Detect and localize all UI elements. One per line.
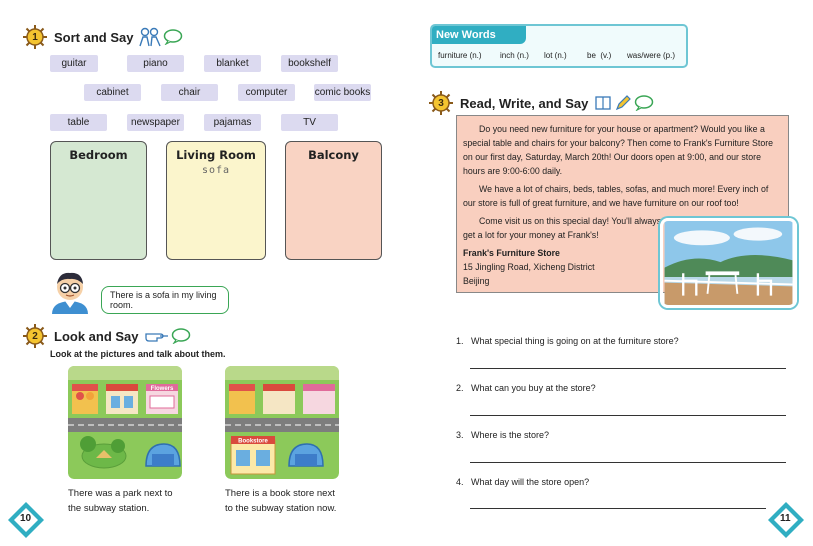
- word-chip: comic books: [314, 84, 371, 101]
- new-word: was/were (p.): [627, 51, 676, 60]
- flowers-sign: Flowers: [150, 386, 174, 392]
- ship-wheel-icon: [22, 323, 48, 349]
- question-text: What can you buy at the store?: [471, 383, 596, 393]
- section2-instruction: Look at the pictures and talk about them.: [50, 349, 226, 359]
- word-chip: chair: [161, 84, 218, 101]
- pencil-icon: [614, 94, 632, 112]
- room-title: Living Room: [176, 148, 256, 162]
- word-chip: piano: [127, 55, 184, 72]
- new-word: lot (n.): [544, 51, 567, 60]
- passage-paragraph-2: We have a lot of chairs, beds, tables, sofas, and much more! Every inch of our store is full of great furniture, and we have furniture on our roof too!: [463, 184, 769, 208]
- section2-header: [22, 323, 191, 349]
- new-words-box: [430, 24, 688, 68]
- question-text: Where is the store?: [471, 430, 550, 440]
- section3-header: [428, 90, 654, 116]
- picture-park-before: [68, 366, 182, 479]
- room-title: Bedroom: [69, 148, 128, 162]
- room-title: Balcony: [308, 148, 359, 162]
- caption-line: to the subway station now.: [225, 503, 337, 514]
- speech-bubble-icon: [634, 95, 654, 111]
- word-chip: cabinet: [84, 84, 141, 101]
- answer-line-3[interactable]: [470, 462, 786, 463]
- page-number-text: 10: [20, 513, 32, 524]
- page-number-text: 11: [780, 513, 791, 524]
- word-chip: newspaper: [127, 114, 184, 131]
- page-number-left: [6, 500, 46, 540]
- pointing-hand-icon: [145, 328, 169, 344]
- section3-title: Read, Write, and Say: [460, 95, 589, 111]
- question-4: [456, 477, 589, 487]
- section2-title: Look and Say: [54, 328, 139, 344]
- word-chip: pajamas: [204, 114, 261, 131]
- question-1: [456, 336, 679, 346]
- new-words-title: New Words: [432, 26, 526, 44]
- answer-line-4[interactable]: [470, 508, 766, 509]
- caption-picture-1: [68, 486, 173, 516]
- question-number: 1.: [456, 336, 464, 346]
- new-word: furniture (n.): [438, 51, 482, 60]
- people-icon: [139, 27, 161, 47]
- caption-line: There was a park next to: [68, 488, 173, 499]
- page-number-right: [766, 500, 806, 540]
- balcony-photo: [660, 218, 797, 308]
- boy-avatar: [47, 268, 93, 314]
- bedroom-box: [50, 141, 147, 260]
- word-chip: blanket: [204, 55, 261, 72]
- passage-paragraph-3-line-2: get a lot for your money at Frank's!: [463, 230, 599, 240]
- section1-number: 1: [32, 31, 38, 43]
- speech-bubble-icon: [171, 328, 191, 344]
- passage-paragraph-3-line-1: Come visit us on this special day! You'll always: [479, 216, 662, 226]
- word-chip: table: [50, 114, 107, 131]
- question-number: 2.: [456, 383, 464, 393]
- question-2: [456, 383, 596, 393]
- picture-bookstore-now: [225, 366, 339, 479]
- section1-header: [22, 24, 183, 50]
- question-text: What day will the store open?: [471, 477, 590, 487]
- answer-line-2[interactable]: [470, 415, 786, 416]
- new-words-list: [438, 51, 675, 60]
- caption-picture-2: [225, 486, 336, 516]
- question-number: 4.: [456, 477, 464, 487]
- ship-wheel-icon: [22, 24, 48, 50]
- section2-number: 2: [32, 330, 38, 342]
- caption-line: There is a book store next: [225, 488, 335, 499]
- bookstore-sign: Bookstore: [238, 438, 268, 445]
- passage-paragraph-1: Do you need new furniture for your house or apartment? Would you like a special table and chairs for your balcony? Then come to Frank's Furniture Store on our first day, Saturday, March 20th! Our doors open at 9:00, and our store hours are 9:00-6:00 daily.: [463, 124, 774, 176]
- word-chip: computer: [238, 84, 295, 101]
- balcony-box: [285, 141, 382, 260]
- answer-line-1[interactable]: [470, 368, 786, 369]
- new-word: inch (n.): [500, 51, 529, 60]
- room-sample-word: sofa: [201, 165, 231, 176]
- section1-title: Sort and Say: [54, 29, 134, 45]
- store-address-line-2: Beijing: [463, 276, 490, 286]
- question-3: [456, 430, 549, 440]
- question-number: 3.: [456, 430, 464, 440]
- living-room-box: [166, 141, 266, 260]
- word-chip: TV: [281, 114, 338, 131]
- word-chip: guitar: [50, 55, 98, 72]
- store-address-line-1: 15 Jingling Road, Xicheng District: [463, 262, 595, 272]
- speech-bubble: There is a sofa in my living room.: [101, 286, 229, 314]
- section3-number: 3: [438, 97, 444, 109]
- ship-wheel-icon: [428, 90, 454, 116]
- book-icon: [594, 94, 612, 112]
- word-chip: bookshelf: [281, 55, 338, 72]
- new-word: be (v.): [587, 51, 612, 60]
- speech-bubble-icon: [163, 29, 183, 45]
- store-name: Frank's Furniture Store: [463, 248, 560, 258]
- caption-line: the subway station.: [68, 503, 150, 514]
- question-text: What special thing is going on at the furniture store?: [471, 336, 679, 346]
